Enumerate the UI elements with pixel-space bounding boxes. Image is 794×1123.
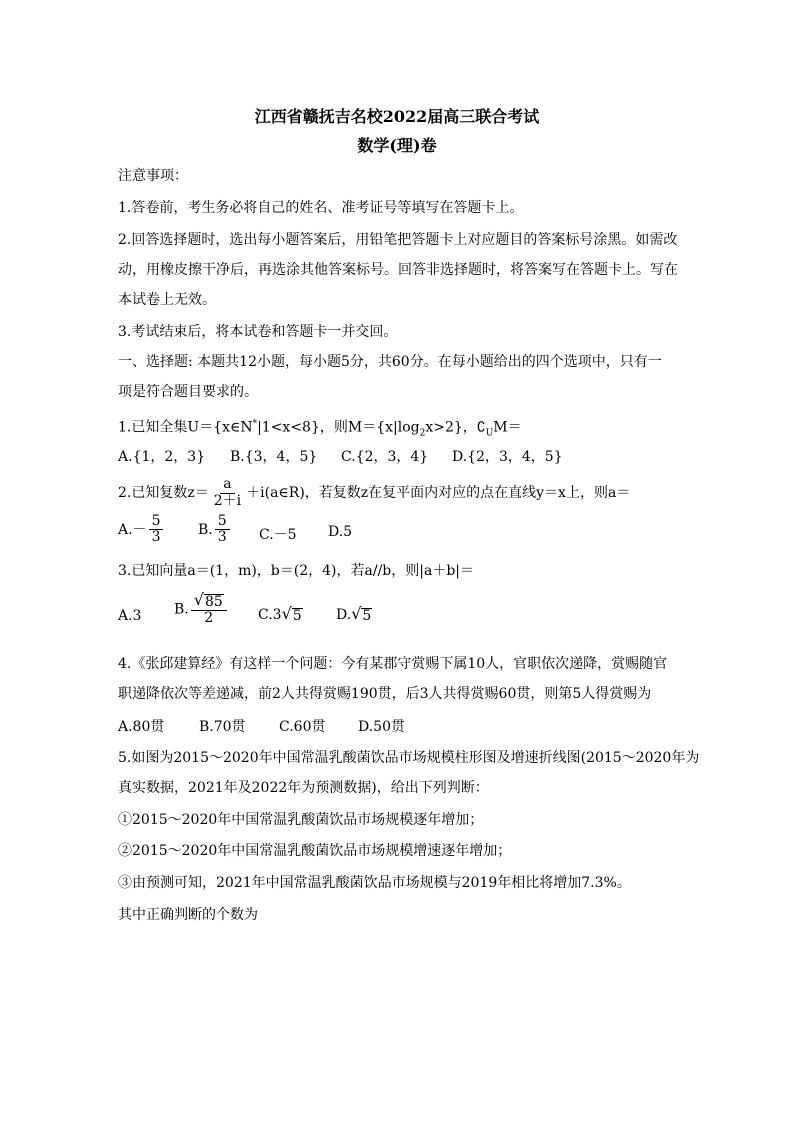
q1-option-b: B.{3，4，5} — [230, 449, 318, 465]
question-1-stem — [118, 414, 522, 443]
q1-option-d: D.{2，3，4，5} — [452, 449, 563, 465]
q2-stem-part: 2.已知复数z＝ — [118, 485, 209, 501]
question-4-line-2: 职递降依次等差递减，前2人共得赏赐190贯，后3人共得赏赐60贯，则第5人得赏赐为 — [118, 686, 652, 702]
q2-option-a-den: 3 — [151, 529, 161, 546]
q1-stem-part: x>2}，∁ — [425, 419, 486, 436]
q2-option-d: D.5 — [328, 524, 353, 540]
q1-option-a: A.{1，2，3} — [118, 449, 206, 465]
page-title: 江西省赣抚吉名校2022届高三联合考试 — [254, 107, 540, 126]
q3-option-b-num — [191, 592, 227, 611]
q4-option-b: B.70贯 — [199, 719, 246, 735]
q3-option-d-radicand: 5 — [362, 608, 372, 624]
q1-sub: 2 — [419, 428, 426, 439]
q4-option-c: C.60贯 — [279, 719, 326, 735]
question-5-judgement-2: ②2015～2020年中国常温乳酸菌饮品市场规模增速逐年增加； — [118, 843, 512, 859]
sqrt-symbol: √ 85 — [193, 590, 223, 610]
question-5-judgement-3: ③由预测可知，2021年中国常温乳酸菌饮品市场规模与2019年相比将增加7.3%。 — [118, 875, 631, 891]
question-4-line-1: 4.《张邱建算经》有这样一个问题：今有某郡守赏赐下属10人，官职依次递降，赏赐随官 — [118, 656, 668, 672]
q3-option-c — [258, 606, 303, 624]
q1-stem-part: 1.已知全集U＝{x∈N — [118, 419, 253, 436]
q2-frac-den: 2＋i — [213, 492, 242, 509]
question-5-line-1: 5.如图为2015～2020年中国常温乳酸菌饮品市场规模柱形图及增速折线图(2015～2020年为 — [118, 750, 700, 766]
q3-option-a: A.3 — [118, 608, 142, 624]
q2-frac-num: a — [220, 477, 234, 493]
notice-item-3: 3.考试结束后，将本试卷和答题卡一并交回。 — [118, 324, 398, 340]
q1-stem-part: |1<x<8}，则M＝{x|log — [257, 419, 420, 436]
notice-item-2-line-3: 本试卷上无效。 — [118, 292, 216, 308]
q2-option-b-den: 3 — [217, 529, 227, 546]
q3-option-d — [336, 606, 372, 624]
question-5-ask: 其中正确判断的个数为 — [118, 907, 258, 923]
q2-option-c: C.－5 — [259, 527, 297, 543]
question-5-line-2: 真实数据，2021年及2022年为预测数据)，给出下列判断： — [118, 780, 489, 796]
notice-item-2-line-1: 2.回答选择题时，选出每小题答案后，用铅笔把答题卡上对应题目的答案标号涂黑。如需改 — [118, 232, 678, 248]
sqrt-symbol: √ 5 — [281, 604, 302, 624]
q2-stem-part: ＋i(a∈R)，若复数z在复平面内对应的点在直线y＝x上，则a＝ — [246, 485, 631, 501]
page-subtitle: 数学(理)卷 — [357, 136, 437, 155]
question-5-judgement-1: ①2015～2020年中国常温乳酸菌饮品市场规模逐年增加； — [118, 812, 484, 828]
q2-option-b-num: 5 — [215, 514, 230, 530]
q2-fraction — [211, 477, 244, 509]
q2-option-b — [198, 514, 232, 546]
section-heading-line-1: 一、选择题: 本题共12小题，每小题5分，共60分。在每小题给出的四个选项中，只有一 — [118, 354, 662, 370]
q3-option-b-prefix: B. — [174, 601, 189, 618]
q3-option-b-den: 2 — [204, 610, 214, 627]
notice-item-2-line-2: 动，用橡皮擦干净后，再选涂其他答案标号。回答非选择题时，将答案写在答题卡上。写在 — [118, 262, 678, 278]
q1-sup: * — [252, 419, 258, 429]
question-3-stem: 3.已知向量a＝(1，m)，b＝(2，4)，若a//b，则|a＋b|＝ — [118, 563, 474, 579]
q4-option-a: A.80贯 — [118, 719, 165, 735]
q3-option-b — [174, 592, 229, 627]
q2-option-b-prefix: B. — [198, 521, 213, 538]
q2-option-a-prefix: A.－ — [118, 521, 147, 538]
notice-item-1: 1.答卷前，考生务必将自己的姓名、准考证号等填写在答题卡上。 — [118, 200, 524, 216]
q3-option-b-fraction — [191, 592, 227, 627]
notice-heading: 注意事项： — [118, 168, 188, 184]
q3-option-b-radicand: 85 — [204, 594, 223, 610]
q2-option-b-fraction — [215, 514, 230, 546]
q2-option-a-fraction — [149, 514, 164, 546]
q3-option-d-prefix: D. — [336, 607, 352, 624]
q1-sub-u: U — [485, 428, 494, 439]
q2-option-a-num: 5 — [149, 514, 164, 530]
q1-stem-part: M＝ — [493, 419, 522, 436]
q3-option-c-radicand: 5 — [292, 608, 302, 624]
section-heading-line-2: 项是符合题目要求的。 — [118, 384, 258, 400]
sqrt-symbol: √ 5 — [351, 604, 372, 624]
q2-option-a — [118, 514, 165, 546]
question-2-stem — [118, 474, 630, 512]
q4-option-d: D.50贯 — [358, 719, 405, 735]
q3-option-c-prefix: C.3 — [258, 607, 282, 624]
q1-option-c: C.{2，3，4} — [341, 449, 429, 465]
